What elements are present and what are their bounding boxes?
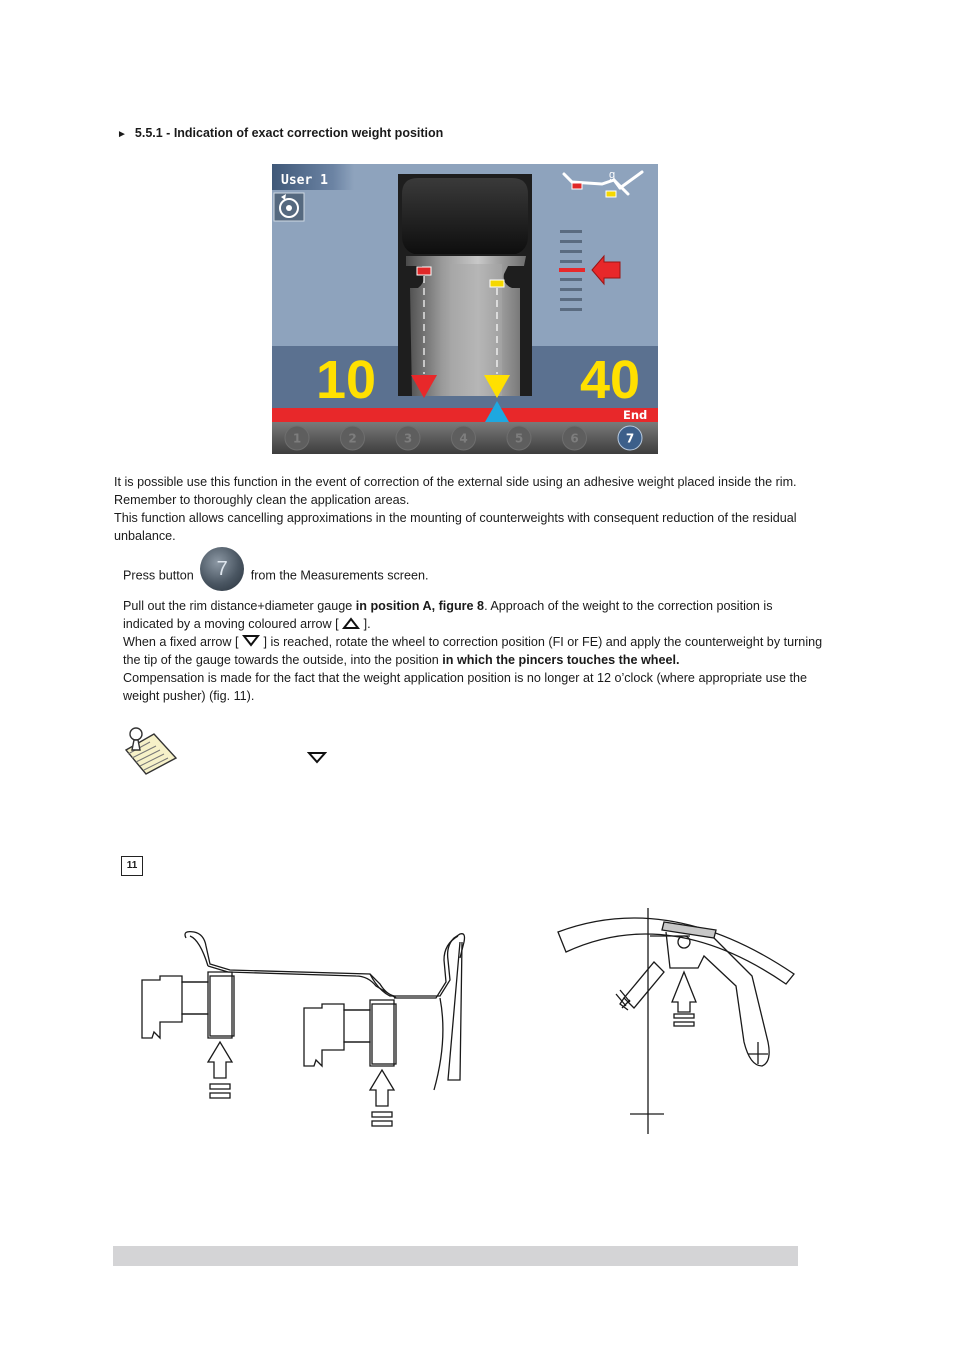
balancer-screen-graphic xyxy=(272,164,658,454)
footer-bar xyxy=(113,1246,798,1266)
intro-line-2: This function allows cancelling approximations in the mounting of counterweights with consequent reduction of the residual unbalance. xyxy=(114,511,797,543)
fixed-arrow-down-icon xyxy=(242,635,260,647)
right-value: 40 xyxy=(580,350,641,410)
moving-arrow-up-icon xyxy=(342,617,360,629)
user-label: User 1 xyxy=(281,173,328,188)
step-button-label: 6 xyxy=(570,431,579,446)
instruction-step-3: Compensation is made for the fact that the weight application position is no longer at 12 o’clock (where appropriate use the weight pusher) (fig. 11). xyxy=(123,671,807,703)
step-button-label: 4 xyxy=(459,431,468,446)
figure-11-drawing xyxy=(130,890,830,1140)
intro-paragraph xyxy=(114,473,814,545)
bullet-triangle-icon: ► xyxy=(117,129,127,140)
end-bar xyxy=(272,408,658,422)
press-button-line xyxy=(123,558,429,591)
step-button-label: 7 xyxy=(625,431,635,446)
note-icon xyxy=(120,724,182,776)
press-after: from the Measurements screen. xyxy=(250,568,429,583)
press-before: Press button xyxy=(123,568,194,583)
end-label: End xyxy=(623,408,648,422)
function-7-button[interactable]: 7 xyxy=(200,547,244,591)
instruction-step-1: Pull out the rim distance+diameter gauge in position A, figure 8. Approach of the weight to the correction position is indicated by a moving coloured arrow [ ]. xyxy=(123,599,773,631)
rotate-wheel-icon xyxy=(274,193,304,221)
instructions-paragraph xyxy=(123,597,823,705)
step-button-label: 5 xyxy=(514,431,524,446)
left-value: 10 xyxy=(316,350,377,410)
step-button-label: 2 xyxy=(348,431,357,446)
approach-gauge xyxy=(559,230,585,311)
instruction-step-2: When a fixed arrow [ ] is reached, rotate the wheel to correction position (FI or FE) and apply the counterweight by turning the tip of the gauge towards the outside, into the position in which the pincers touches the wheel. xyxy=(123,635,823,667)
section-title: 5.5.1 - Indication of exact correction weight position xyxy=(134,126,444,140)
wheel-section xyxy=(398,174,532,396)
step-button-label: 1 xyxy=(292,431,302,446)
step-button-label: 3 xyxy=(403,431,413,446)
fixed-arrow-note-icon xyxy=(307,751,327,764)
intro-line-1: It is possible use this function in the event of correction of the external side using an adhesive weight placed inside the rim. Remember to thoroughly clean the application areas. xyxy=(114,475,797,507)
figure-number: 11 xyxy=(121,856,143,876)
balancer-screen xyxy=(272,164,658,454)
section-heading xyxy=(117,126,443,140)
gram-symbol: g xyxy=(609,169,616,181)
